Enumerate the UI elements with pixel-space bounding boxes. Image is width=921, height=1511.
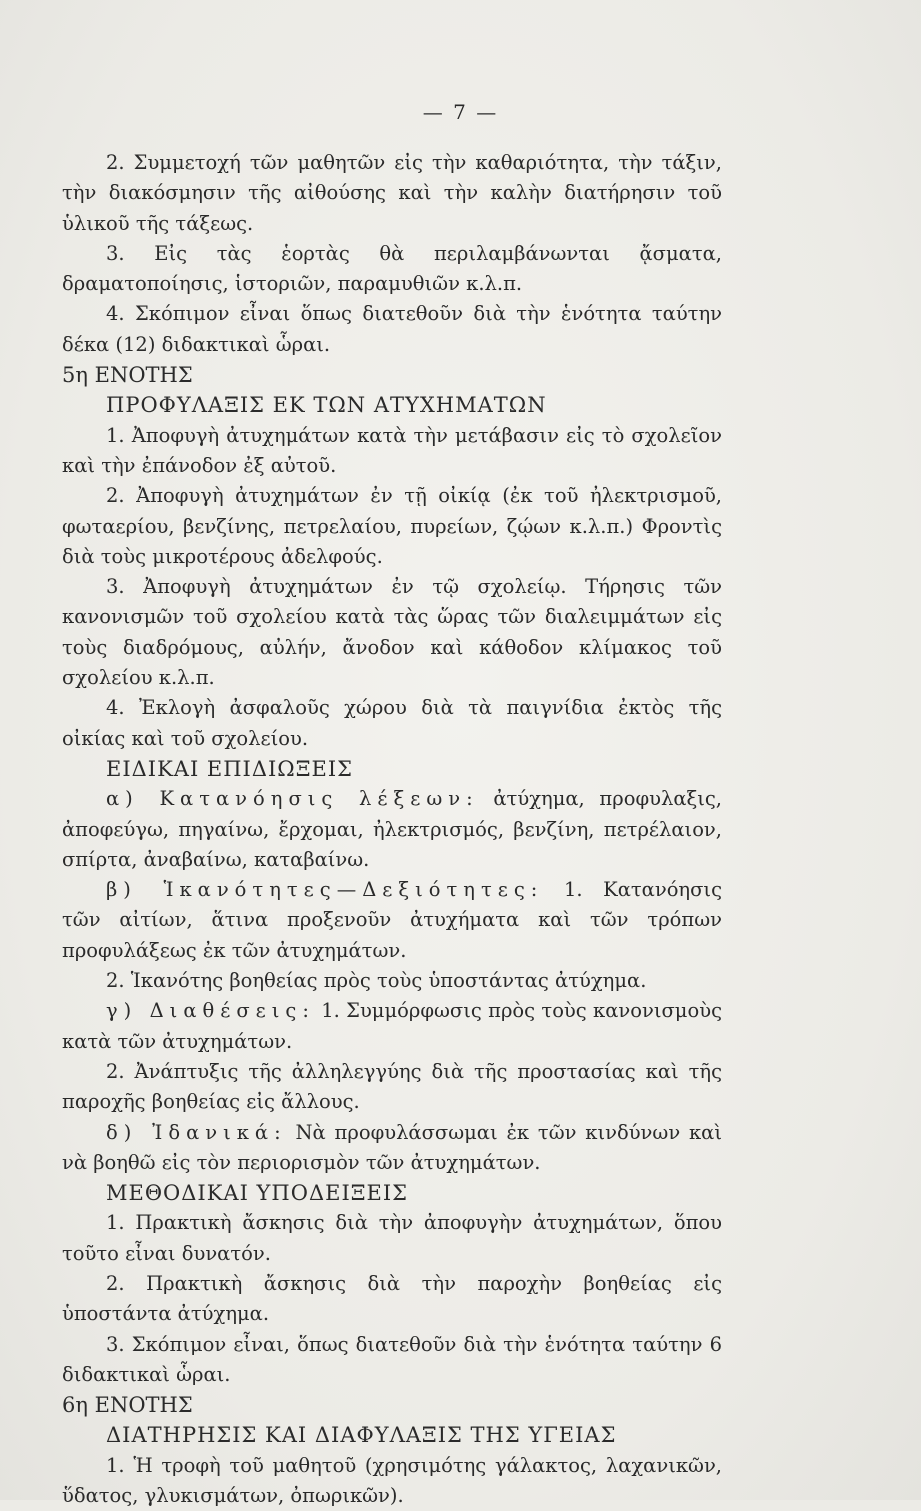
paragraph: 2. Ἀνάπτυξις τῆς ἀλληλεγγύης διὰ τῆς προστασίας καὶ τῆς παροχῆς βοηθείας εἰς ἄλλους. [62,1059,722,1114]
paragraph: 1. Ἡ τροφὴ τοῦ μαθητοῦ (χρησιμότης γάλακτος, λαχανικῶν, ὕδατος, γλυκισμάτων, ὀπωρικῶν). [62,1453,722,1508]
spaced-lead: α) Κατανόησις λέξεων: [106,787,479,811]
section-heading: ΜΕΘΟΔΙΚΑΙ ΥΠΟΔΕΙΞΕΙΣ [106,1181,408,1206]
spaced-lead: β) Ἱκανότητες—Δεξιότητες: [106,878,544,902]
paragraph: 1. Ἀποφυγὴ ἀτυχημάτων κατὰ τὴν μετάβασιν εἰς τὸ σχολεῖον καὶ τὴν ἐπάνοδον ἐξ αὐτοῦ. [62,423,722,477]
page-text [62,148,722,1511]
section-heading: ΔΙΑΤΗΡΗΣΙΣ ΚΑΙ ΔΙΑΦΥΛΑΞΙΣ ΤΗΣ ΥΓΕΙΑΣ [106,1423,617,1448]
paragraph: 2. Ἱκανότης βοηθείας πρὸς τοὺς ὑποστάντας ἀτύχημα. [106,969,647,993]
paragraph: β) Ἱκανότητες—Δεξιότητες: 1. Κατανόησις τῶν αἰτίων, ἅτινα προξενοῦν ἀτυχήματα καὶ τῶν τρόπων προφυλάξεως ἐκ τῶν ἀτυχημάτων. [62,878,722,962]
section-heading: ΕΙΔΙΚΑΙ ΕΠΙΔΙΩΞΕΙΣ [106,756,353,781]
paragraph: 4. Ἐκλογὴ ἀσφαλοῦς χώρου διὰ τὰ παιγνίδια ἐκτὸς τῆς οἰκίας καὶ τοῦ σχολείου. [62,696,722,750]
paragraph: 3. Ἀποφυγὴ ἀτυχημάτων ἐν τῷ σχολείῳ. Τήρησις τῶν κανονισμῶν τοῦ σχολείου κατὰ τὰς ὥρας τῶν διαλειμμάτων εἰς τοὺς διαδρόμους, αὐλήν, ἄνοδον καὶ κάθοδον κλίμακος τοῦ σχολείου κ.λ.π. [62,575,722,690]
paragraph: 3. Εἰς τὰς ἑορτὰς θὰ περιλαμβάνωνται ᾄσματα, δραματοποίησις, ἱστοριῶν, παραμυθιῶν κ.λ.π. [62,241,722,296]
section-heading: ΠΡΟΦΥΛΑΞΙΣ ΕΚ ΤΩΝ ΑΤΥΧΗΜΑΤΩΝ [106,393,547,418]
paragraph: 4. Σκόπιμον εἶναι ὅπως διατεθοῦν διὰ τὴν ἑνότητα ταύτην δέκα (12) διδακτικαὶ ὧραι. [62,302,722,356]
spaced-lead: γ) Διαθέσεις: [106,999,315,1023]
paragraph: γ) Διαθέσεις: 1. Συμμόρφωσις πρὸς τοὺς κανονισμοὺς κατὰ τῶν ἀτυχημάτων. [62,999,722,1053]
paragraph: 2. Συμμετοχή τῶν μαθητῶν εἰς τὴν καθαριότητα, τὴν τάξιν, τὴν διακόσμησιν τῆς αἰθούσης καὶ τὴν καλὴν διατήρησιν τοῦ ὑλικοῦ τῆς τάξεως. [62,151,722,235]
section-title: 5η ΕΝΟΤΗΣ [62,363,193,388]
paragraph: δ) Ἰδανικά: Νὰ προφυλάσσωμαι ἐκ τῶν κινδύνων καὶ νὰ βοηθῶ εἰς τὸν περιορισμὸν τῶν ἀτυχημάτων. [62,1120,722,1174]
paragraph: 3. Σκόπιμον εἶναι, ὅπως διατεθοῦν διὰ τὴν ἑνότητα ταύτην 6 διδακτικαὶ ὧραι. [62,1332,722,1386]
paragraph: α) Κατανόησις λέξεων: ἀτύχημα, προφυλαξις, ἀποφεύγω, πηγαίνω, ἔρχομαι, ἠλεκτρισμός, βενζίνη, πετρέλαιον, σπίρτα, ἀναβαίνω, καταβαίνω. [62,787,722,871]
spaced-lead: δ) Ἰδανικά: [106,1120,287,1144]
paragraph: 2. Πρακτικὴ ἄσκησις διὰ τὴν παροχὴν βοηθείας εἰς ὑποστάντα ἀτύχημα. [62,1271,722,1326]
paragraph: 1. Πρακτικὴ ἄσκησις διὰ τὴν ἀποφυγὴν ἀτυχημάτων, ὅπου τοῦτο εἶναι δυνατόν. [62,1211,722,1265]
section-title: 6η ΕΝΟΤΗΣ [62,1393,193,1418]
paragraph: 2. Ἀποφυγὴ ἀτυχημάτων ἐν τῇ οἰκίᾳ (ἐκ τοῦ ἠλεκτρισμοῦ, φωταερίου, βενζίνης, πετρελαίου, πυρείων, ζῴων κ.λ.π.) Φροντὶς διὰ τοὺς μικροτέρους ἀδελφούς. [62,484,722,568]
page-number: — 7 — [422,100,499,124]
